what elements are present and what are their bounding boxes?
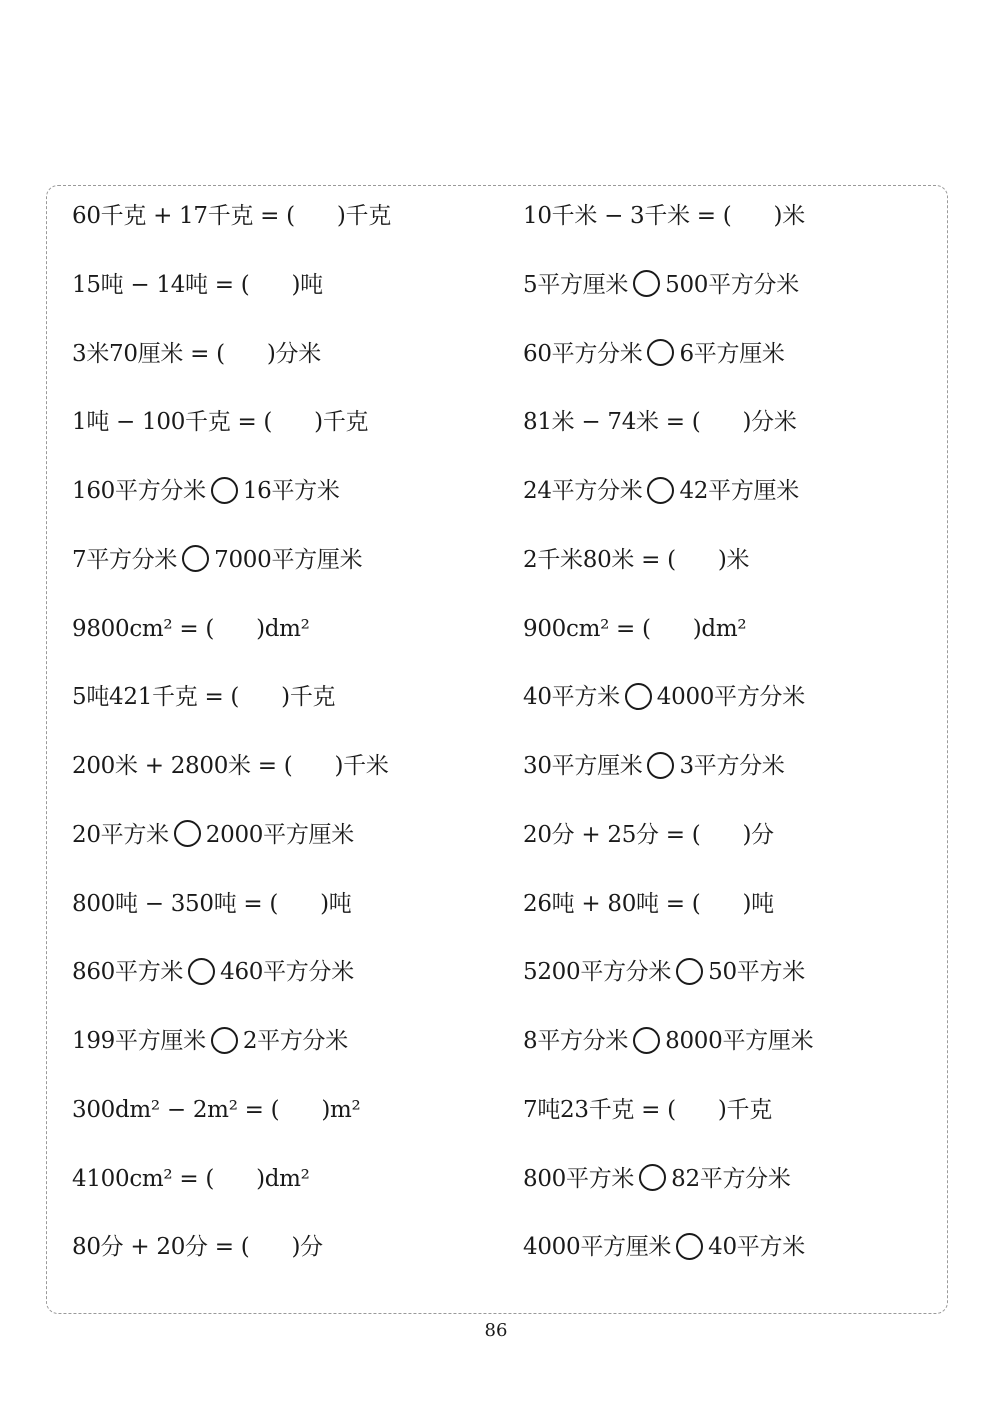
exercise-row — [523, 471, 799, 511]
exercise-row — [523, 1021, 813, 1061]
exercise-row — [72, 334, 321, 374]
equation-text: 300dm² − 2m² = ( )m² — [72, 1096, 361, 1123]
compare-left-term: 7平方分米 — [72, 546, 178, 573]
exercise-row — [523, 815, 774, 855]
compare-right-term: 2000平方厘米 — [205, 821, 354, 848]
exercise-row — [72, 609, 310, 649]
equation-text: 9800cm² = ( )dm² — [72, 615, 310, 642]
compare-left-term: 860平方米 — [72, 959, 184, 986]
exercise-row — [72, 884, 352, 924]
equation-text: 80分 + 20分 = ( )分 — [72, 1234, 323, 1261]
compare-answer-circle[interactable] — [174, 820, 201, 847]
equation-text: 2千米80米 = ( )米 — [523, 546, 750, 573]
compare-right-term: 7000平方厘米 — [214, 546, 363, 573]
equation-text: 200米 + 2800米 = ( )千米 — [72, 753, 389, 779]
compare-right-term: 82平方分米 — [671, 1165, 791, 1192]
compare-right-term: 3平方分米 — [679, 753, 785, 779]
compare-left-term: 30平方厘米 — [523, 753, 643, 779]
equation-text: 26吨 + 80吨 = ( )吨 — [523, 890, 774, 917]
exercise-row — [72, 677, 335, 717]
exercise-row — [523, 952, 805, 992]
equation-text: 20分 + 25分 = ( )分 — [523, 821, 774, 848]
equation-text: 60千克 + 17千克 = ( )千克 — [72, 203, 391, 229]
compare-left-term: 5200平方分米 — [523, 959, 672, 986]
exercise-row — [523, 1227, 805, 1267]
compare-answer-circle[interactable] — [633, 270, 660, 297]
compare-right-term: 500平方分米 — [665, 271, 799, 298]
exercise-row — [72, 952, 354, 992]
compare-answer-circle[interactable] — [211, 1027, 238, 1054]
compare-left-term: 5平方厘米 — [523, 271, 629, 298]
equation-text: 800吨 − 350吨 = ( )吨 — [72, 890, 352, 917]
compare-left-term: 160平方分米 — [72, 478, 206, 504]
exercise-row — [523, 1090, 772, 1130]
compare-left-term: 4000平方厘米 — [523, 1234, 672, 1261]
compare-answer-circle[interactable] — [676, 958, 703, 985]
compare-right-term: 460平方分米 — [220, 959, 354, 986]
compare-answer-circle[interactable] — [633, 1027, 660, 1054]
equation-text: 81米 − 74米 = ( )分米 — [523, 409, 797, 436]
compare-answer-circle[interactable] — [188, 958, 215, 985]
compare-right-term: 2平方分米 — [242, 1028, 348, 1054]
compare-answer-circle[interactable] — [676, 1233, 703, 1260]
compare-left-term: 800平方米 — [523, 1165, 635, 1192]
compare-right-term: 40平方米 — [708, 1234, 805, 1261]
equation-text: 10千米 − 3千米 = ( )米 — [523, 203, 805, 229]
page-number: 86 — [484, 1320, 508, 1341]
compare-right-term: 6平方厘米 — [679, 340, 785, 367]
exercise-row — [72, 1227, 323, 1267]
exercise-row — [72, 1090, 360, 1130]
exercise-row — [523, 265, 799, 305]
compare-answer-circle[interactable] — [647, 752, 674, 779]
equation-text: 5吨421千克 = ( )千克 — [72, 684, 336, 711]
exercise-row — [72, 1021, 348, 1061]
exercise-row — [523, 884, 774, 924]
exercise-row — [523, 609, 746, 649]
exercise-row — [523, 677, 805, 717]
compare-left-term: 40平方米 — [523, 684, 620, 711]
compare-right-term: 42平方厘米 — [679, 478, 799, 504]
exercise-row — [523, 334, 785, 374]
compare-answer-circle[interactable] — [639, 1164, 666, 1191]
equation-text: 3米70厘米 = ( )分米 — [72, 340, 321, 367]
compare-answer-circle[interactable] — [182, 545, 209, 572]
exercise-row — [523, 540, 749, 580]
compare-right-term: 50平方米 — [708, 959, 805, 986]
equation-text: 1吨 − 100千克 = ( )千克 — [72, 409, 369, 436]
compare-answer-circle[interactable] — [647, 339, 674, 366]
exercise-row — [523, 746, 785, 786]
exercise-row — [523, 196, 805, 236]
compare-left-term: 60平方分米 — [523, 340, 643, 367]
exercise-row — [72, 471, 340, 511]
equation-text: 900cm² = ( )dm² — [523, 615, 747, 642]
compare-answer-circle[interactable] — [211, 477, 238, 504]
compare-answer-circle[interactable] — [647, 477, 674, 504]
compare-answer-circle[interactable] — [625, 683, 652, 710]
exercise-row — [72, 1159, 310, 1199]
exercise-row — [72, 540, 362, 580]
compare-left-term: 199平方厘米 — [72, 1028, 206, 1054]
compare-left-term: 20平方米 — [72, 821, 169, 848]
exercise-row — [72, 265, 323, 305]
exercise-row — [72, 402, 368, 442]
exercise-row — [72, 196, 391, 236]
equation-text: 15吨 − 14吨 = ( )吨 — [72, 271, 323, 298]
equation-text: 7吨23千克 = ( )千克 — [523, 1096, 772, 1123]
compare-right-term: 16平方米 — [242, 478, 340, 504]
compare-right-term: 8000平方厘米 — [665, 1028, 814, 1054]
compare-left-term: 24平方分米 — [523, 478, 643, 504]
exercise-row — [72, 746, 389, 786]
exercise-row — [523, 402, 797, 442]
compare-right-term: 4000平方分米 — [656, 684, 805, 711]
exercise-row — [72, 815, 354, 855]
exercise-row — [523, 1159, 791, 1199]
compare-left-term: 8平方分米 — [523, 1028, 629, 1054]
equation-text: 4100cm² = ( )dm² — [72, 1165, 310, 1192]
